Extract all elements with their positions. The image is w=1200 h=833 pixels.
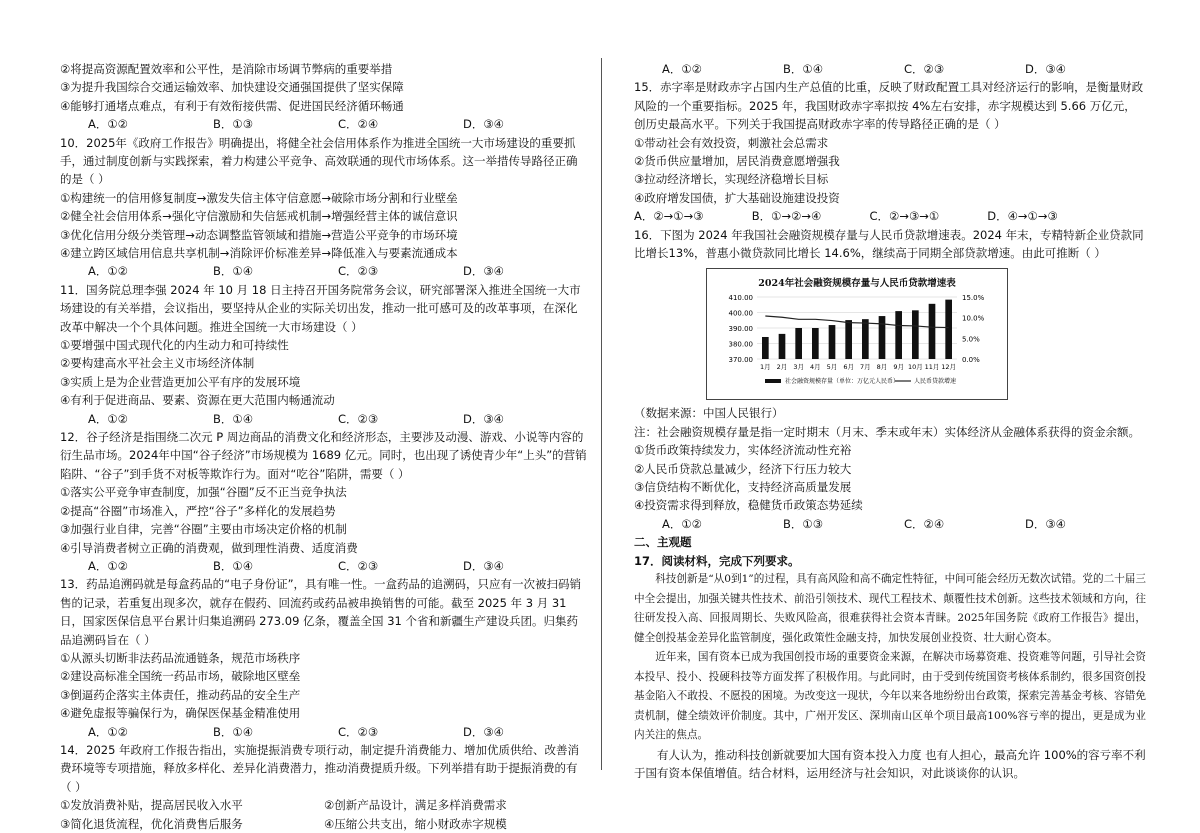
chart-x-tick-label: 8月 xyxy=(876,363,888,372)
chart-left-tick-label: 380.00 xyxy=(728,340,753,349)
q17-paragraph-2: 近年来，国有资本已成为我国创投市场的重要资金来源，在解决市场募资难、投资难等问题，引导社会资本投早、投小、投硬科技等方面发挥了积极作用。与此同时，由于受到传统国资考核体系制约，很多国资创投基金陷入不敢投、不愿投的困境。为改变这一现状，今年以来各地纷纷出台政策，探索完善基金考核、容错免责机制，健全绩效评价制度。其中，广州开发区、深圳南山区单个项目最高100%容亏率的提出，更是成为业内关注的焦点。 xyxy=(634,651,1146,742)
q10-stem: 10．2025年《政府工作报告》明确提出，将健全社会信用体系作为推进全国统一大市场建设的重要抓手，通过制度创新与实践探索，着力构建公平竞争、高效联通的现代市场体系。这一举措传导路径正确的是（ ） xyxy=(60,135,578,187)
q10-item-2: ②健全社会信用体系→强化守信激励和失信惩戒机制→增强经营主体的诚信意识 xyxy=(60,209,458,224)
q15-options xyxy=(634,207,1146,225)
chart-x-tick-label: 4月 xyxy=(810,363,821,372)
q16-stem: 16．下图为 2024 年我国社会融资规模存量与人民币贷款增速表。2024 年末，专精特新企业贷款同比增长13%，普惠小微贷款同比增长 14.6%，继续高于同期全部贷款增速。由此可推断（ ） xyxy=(634,227,1144,261)
left-column xyxy=(60,60,588,833)
q15-item-2: ②货币供应量增加，居民消费意愿增强我 xyxy=(634,154,840,169)
q13-item-3: ③倒逼药企落实主体责任，推动药品的安全生产 xyxy=(60,687,301,702)
chart-x-tick-label: 1月 xyxy=(760,363,771,372)
chart-bar xyxy=(929,304,936,359)
q16-item-4: ④投资需求得到释放，稳健货币政策态势延续 xyxy=(634,498,863,513)
chart-legend-bar-swatch xyxy=(765,379,781,383)
q12-item-2: ②提高“谷圈”市场准入，严控“谷子”多样化的发展趋势 xyxy=(60,503,336,518)
chart-bar xyxy=(862,320,869,360)
q10-item-3: ③优化信用分级分类管理→动态调整监管领域和措施→营造公平竞争的市场环境 xyxy=(60,227,458,242)
q15-item-4: ④政府增发国债，扩大基础设施建设投资 xyxy=(634,190,840,205)
q13-item-1: ①从源头切断非法药品流通链条，规范市场秩序 xyxy=(60,650,301,665)
q17-stem: 17．阅读材料，完成下列要求。 xyxy=(634,553,800,568)
chart-bar xyxy=(762,337,769,359)
q12-option-d[interactable]: D．③④ xyxy=(463,558,504,573)
q14-items-row-2 xyxy=(60,815,588,833)
q9-item-3: ③为提升我国综合交通运输效率、加快建设交通强国提供了坚实保障 xyxy=(60,80,404,95)
q11-option-c[interactable]: C．②③ xyxy=(338,411,379,426)
q12-options xyxy=(60,557,588,575)
chart-right-tick-label: 0.0% xyxy=(962,356,980,365)
chart-right-tick-label: 15.0% xyxy=(962,294,985,303)
q10-item-1: ①构建统一的信用修复制度→激发失信主体守信意愿→破除市场分割和行业壁垒 xyxy=(60,190,458,205)
chart-left-tick-label: 410.00 xyxy=(728,294,753,303)
q9-option-c[interactable]: C．②④ xyxy=(338,117,379,132)
chart-bar xyxy=(829,325,836,359)
section-title: 二、主观题 xyxy=(634,535,692,550)
right-column xyxy=(634,60,1146,782)
q14-option-c[interactable]: C．②③ xyxy=(904,62,945,76)
chart-bar xyxy=(812,328,819,359)
chart-x-tick-label: 10月 xyxy=(907,363,923,372)
chart-series-line xyxy=(765,316,948,328)
q12-option-c[interactable]: C．②③ xyxy=(338,558,379,573)
q16-item-1: ①货币政策持续发力，实体经济流动性充裕 xyxy=(634,443,852,458)
q14-item-1: ①发放消费补贴，提高居民收入水平 xyxy=(60,798,243,813)
chart-right-tick-label: 5.0% xyxy=(962,335,980,344)
q16-option-d[interactable]: D．③④ xyxy=(1025,516,1066,531)
q15-item-1: ①带动社会有效投资，刺激社会总需求 xyxy=(634,135,829,150)
q12-item-4: ④引导消费者树立正确的消费观，做到理性消费、适度消费 xyxy=(60,540,358,555)
q14-item-3: ③简化退货流程，优化消费售后服务 xyxy=(60,816,243,831)
q9-options xyxy=(60,115,588,133)
q11-stem: 11．国务院总理李强 2024 年 10 月 18 日主持召开国务院常务会议，研究部署深入推进全国统一大市场建设的有关举措，会议指出，要坚持从企业的实际关切出发，推动一批可感可及的改革事项，在深化改革中解决一个个具体问题。推进全国统一大市场建设（ ） xyxy=(60,282,581,334)
q10-option-a[interactable]: A．①② xyxy=(88,264,128,279)
chart-bar xyxy=(845,321,852,360)
q13-options xyxy=(60,723,588,741)
q17-paragraph-3: 有人认为，推动科技创新就要加大国有资本投入力度 也有人担心，最高允许 100%的容亏率不利于国有资本保值增值。结合材料，运用经济与社会知识，对此谈谈你的认识。 xyxy=(634,747,1146,780)
chart-bar xyxy=(912,311,919,360)
chart-x-tick-label: 7月 xyxy=(860,363,871,372)
q13-item-4: ④避免虚报等骗保行为，确保医保基金精准使用 xyxy=(60,706,301,721)
q15-stem: 15．赤字率是财政赤字占国内生产总值的比重，反映了财政配置工具对经济运行的影响，是衡量财政风险的一个重要指标。2025 年，我国财政赤字率拟按 4%左右安排，赤字规模达到 5.66 万亿元，创历史最高水平。下列关于我国提高财政赤字率的传导路径正确的是（ ） xyxy=(634,80,1144,132)
q13-option-b[interactable]: B．①④ xyxy=(213,724,254,739)
chart-left-tick-label: 400.00 xyxy=(728,309,753,318)
chart-x-tick-label: 12月 xyxy=(941,363,957,372)
q16-note: 注：社会融资规模存量是指一定时期末（月末、季末或年末）实体经济从金融体系获得的资金余额。 xyxy=(634,424,1140,439)
chart-bar xyxy=(779,334,786,359)
q15-option-b[interactable]: B．①→②→④ xyxy=(751,209,822,224)
q11-item-4: ④有利于促进商品、要素、资源在更大范围内畅通流动 xyxy=(60,393,335,408)
q9-item-2: ②将提高资源配置效率和公平性，是消除市场调节弊病的重要举措 xyxy=(60,62,393,76)
q16-source: （数据来源：中国人民银行） xyxy=(634,406,784,421)
chart-bar xyxy=(795,328,802,359)
q17-paragraph-1: 科技创新是“从0到1”的过程，具有高风险和高不确定性特征，中间可能会经历无数次试错。党的二十届三中全会提出，加强关键共性技术、前沿引领技术、现代工程技术、颠覆性技术创新。这些技术领域和方向，往往研发投入高、回报周期长、失败风险高，很难获得社会资本青睐。2025年国务院《政府工作报告》提出，健全创投基金差异化监管制度，强化政策性金融支持，加快发展创业投资、壮大耐心资本。 xyxy=(634,573,1146,644)
q16-option-c[interactable]: C．②④ xyxy=(904,516,945,531)
q15-option-d[interactable]: D．④→①→③ xyxy=(987,209,1058,224)
loan-growth-chart xyxy=(706,268,1008,400)
q10-options xyxy=(60,262,588,280)
q12-item-3: ③加强行业自律，完善“谷圈”主要由市场决定价格的机制 xyxy=(60,522,347,537)
q12-stem: 12．谷子经济是指围绕二次元 P 周边商品的消费文化和经济形态，主要涉及动漫、游戏、小说等内容的衍生品市场。2024年中国“谷子经济”市场规模为 1689 亿元。同时，也出现了诱使青少年“上头”的营销陷阱、“谷子”到手货不对板等欺诈行为。面对“吃谷”陷阱，需要（ ） xyxy=(60,430,587,481)
chart-right-tick-label: 10.0% xyxy=(962,315,985,324)
q13-option-d[interactable]: D．③④ xyxy=(463,724,504,739)
q14-option-a[interactable]: A．①② xyxy=(662,62,702,76)
q12-option-b[interactable]: B．①④ xyxy=(213,558,254,573)
q10-option-c[interactable]: C．②③ xyxy=(338,264,379,279)
q13-option-a[interactable]: A．①② xyxy=(88,724,128,739)
q16-item-3: ③信贷结构不断优化，支持经济高质量发展 xyxy=(634,480,852,495)
q12-option-a[interactable]: A．①② xyxy=(88,558,128,573)
q15-option-c[interactable]: C．②→③→① xyxy=(869,209,940,224)
chart-x-tick-label: 2月 xyxy=(776,363,788,372)
q10-item-4: ④建立跨区域信用信息共享机制→消除评价标准差异→降低准入与要素流通成本 xyxy=(60,246,458,261)
q16-options xyxy=(634,515,1146,533)
q14-option-d[interactable]: D．③④ xyxy=(1025,62,1066,76)
q14-stem: 14．2025 年政府工作报告指出，实施提振消费专项行动，制定提升消费能力、增加优质供给、改善消费环境等专项措施，释放多样化、差异化消费潜力，推动消费提质升级。下列举措有助于提振消费的有（ ） xyxy=(60,742,580,794)
chart-x-tick-label: 9月 xyxy=(893,363,904,372)
q11-option-d[interactable]: D．③④ xyxy=(463,411,504,426)
q14-item-4: ④压缩公共支出，缩小财政赤字规模 xyxy=(324,816,507,831)
chart-x-tick-label: 3月 xyxy=(793,363,804,372)
chart-bar xyxy=(895,312,902,360)
q10-option-d[interactable]: D．③④ xyxy=(463,264,504,279)
q11-item-2: ②要构建高水平社会主义市场经济体制 xyxy=(60,356,255,371)
q9-option-d[interactable]: D．③④ xyxy=(463,117,504,132)
q14-item-2: ②创新产品设计，满足多样消费需求 xyxy=(324,798,507,813)
q13-item-2: ②建设高标准全国统一药品市场，破除地区壁垒 xyxy=(60,669,301,684)
q13-stem: 13．药品追溯码就是每盒药品的“电子身份证”，具有唯一性。一盒药品的追溯码，只应有一次被扫码销售的记录，若重复出现多次，就存在假药、回流药或药品被串换销售的可能。截至 2025 年 3 月 31 日，国家医保信息平台累计归集追溯码 273.09 亿条，覆盖全国 31 个省和新疆生产建设兵团。归集药品追溯码旨在（ ） xyxy=(60,577,582,647)
q11-options xyxy=(60,410,588,428)
chart-bar xyxy=(879,317,886,360)
chart-svg xyxy=(707,269,1007,399)
chart-legend-bar-label: 社会融资规模存量（单位：万亿元人民币） xyxy=(785,378,900,386)
q16-option-a[interactable]: A．①② xyxy=(662,516,702,531)
q11-item-1: ①要增强中国式现代化的内生动力和可持续性 xyxy=(60,338,289,353)
q14-options xyxy=(634,60,1146,78)
q15-option-a[interactable]: A．②→①→③ xyxy=(634,209,704,224)
q9-option-b[interactable]: B．①③ xyxy=(213,117,254,132)
q14-option-b[interactable]: B．①④ xyxy=(783,62,824,76)
q12-item-1: ①落实公平竞争审查制度，加强“谷圈”反不正当竞争执法 xyxy=(60,485,347,500)
q16-item-2: ②人民币贷款总量减少，经济下行压力较大 xyxy=(634,461,852,476)
column-divider xyxy=(601,58,602,770)
q10-option-b[interactable]: B．①④ xyxy=(213,264,254,279)
q11-option-a[interactable]: A．①② xyxy=(88,411,128,426)
q13-option-c[interactable]: C．②③ xyxy=(338,724,379,739)
q14-items-row-1 xyxy=(60,796,588,814)
chart-legend-line-label: 人民币贷款增速 xyxy=(914,378,957,386)
chart-x-tick-label: 5月 xyxy=(826,363,838,372)
chart-x-tick-label: 6月 xyxy=(843,363,854,372)
chart-left-tick-label: 390.00 xyxy=(728,325,753,334)
chart-x-tick-label: 11月 xyxy=(924,363,940,372)
chart-left-tick-label: 370.00 xyxy=(728,356,753,365)
chart-title: 2024年社会融资规模存量与人民币贷款增速表 xyxy=(758,278,956,290)
q9-item-4: ④能够打通堵点难点，有利于有效衔接供需、促进国民经济循环畅通 xyxy=(60,98,404,113)
q16-option-b[interactable]: B．①③ xyxy=(783,516,824,531)
q11-item-3: ③实质上是为企业营造更加公平有序的发展环境 xyxy=(60,374,301,389)
q11-option-b[interactable]: B．①④ xyxy=(213,411,254,426)
q9-option-a[interactable]: A．①② xyxy=(88,117,128,132)
chart-bar xyxy=(945,300,952,359)
q15-item-3: ③拉动经济增长，实现经济稳增长目标 xyxy=(634,172,829,187)
